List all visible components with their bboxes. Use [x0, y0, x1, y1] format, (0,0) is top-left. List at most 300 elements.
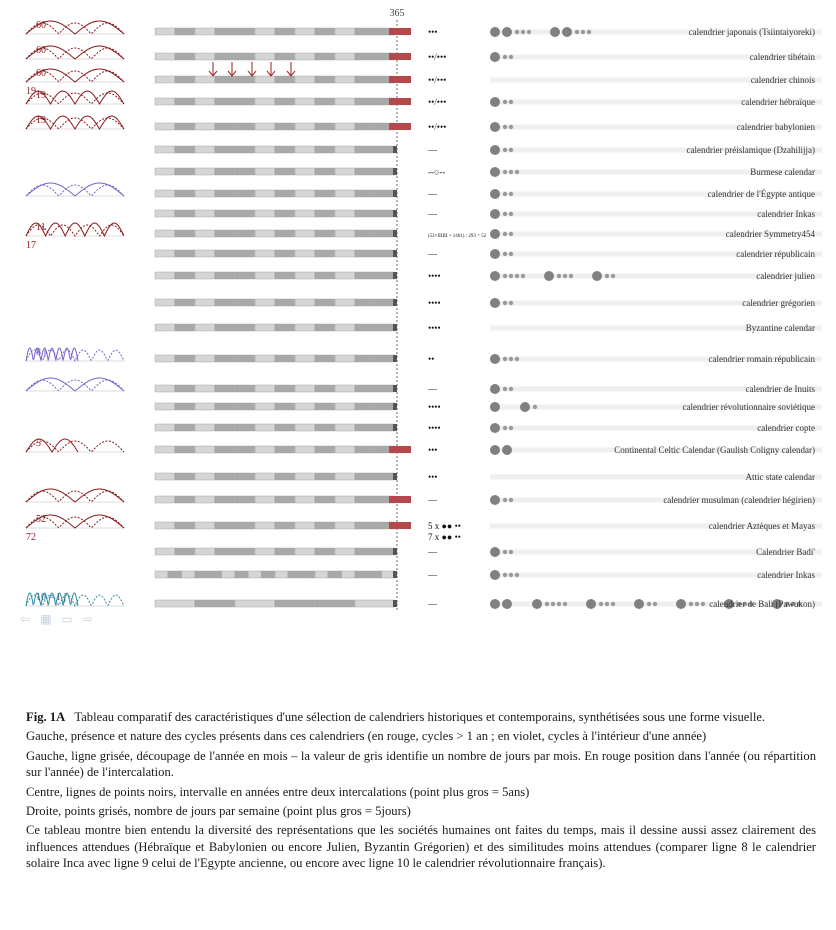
month-segment: [195, 53, 215, 60]
month-segment: [295, 496, 315, 503]
month-segment: [255, 473, 275, 480]
month-segment: [195, 385, 215, 392]
week-dot-small: [557, 274, 561, 278]
month-segment: [195, 98, 215, 105]
week-dot-big: [490, 229, 500, 239]
month-segment: [255, 272, 275, 279]
month-segment: [375, 548, 395, 555]
month-segment: [335, 168, 355, 175]
week-dot-small: [563, 274, 567, 278]
week-dot-small: [551, 602, 555, 606]
week-dot-big: [532, 599, 542, 609]
week-dot-small: [509, 357, 513, 361]
month-segment: [355, 299, 375, 306]
month-segment: [215, 355, 235, 362]
month-segment: [275, 446, 295, 453]
month-segment: [208, 571, 221, 578]
caption-p5: Ce tableau montre bien entendu la diversité des représentations que les sociétés humaines ont faites du temps, mais il dessine aussi assez clairement des influences attendues (Hébraïque et Babylonien ou encore Julien, Byzantin Grégorien) et des similitudes moins attendues (comparer ligne 8 le calendrier solaire Inca avec ligne 9 celui de l'Egypte ancienne, ou encore avec ligne 10 le calendrier révolutionnaire français).: [26, 823, 816, 871]
month-segment: [195, 123, 215, 130]
week-dot-small: [509, 301, 513, 305]
month-segment: [155, 385, 175, 392]
calendar-name: Calendrier Badí': [756, 547, 815, 557]
month-segment: [215, 76, 235, 83]
week-dot-small: [503, 387, 507, 391]
figure-caption: [26, 709, 816, 875]
cycle-label: 10 – 1 j: [36, 592, 67, 603]
month-segment: [355, 168, 375, 175]
viewer-nav: [18, 612, 95, 626]
intercalation-interval: ••••: [428, 423, 441, 433]
calendar-name: calendrier de l'Égypte antique: [707, 189, 815, 199]
month-segment: [215, 548, 235, 555]
month-segment: [295, 190, 315, 197]
month-segment: [275, 299, 295, 306]
month-segment: [195, 403, 215, 410]
fig-text: Tableau comparatif des caractéristiques d'une sélection de calendriers historiques et contemporains, synthétisées sous une forme visuelle.: [74, 710, 766, 724]
month-segment: [355, 76, 375, 83]
intercalation-arrow: [228, 62, 236, 76]
calendar-row: [26, 438, 822, 455]
week-dot-small: [509, 55, 513, 59]
month-segment: [215, 385, 235, 392]
calendar-row: [26, 222, 822, 251]
month-segment: [375, 355, 395, 362]
intercalation-interval: (52×IIIIII + 1461) : 293 < 52: [428, 234, 487, 239]
week-dot-small: [515, 274, 519, 278]
calendar-row: [155, 145, 822, 155]
calendar-row: [155, 167, 822, 177]
month-segment: [355, 250, 375, 257]
intercalation-mark: [389, 522, 411, 529]
month-segment: [335, 210, 355, 217]
month-segment: [235, 230, 255, 237]
month-segment: [295, 53, 315, 60]
month-segment: [335, 28, 355, 35]
intercalation-mark: [389, 28, 411, 35]
month-segment: [235, 385, 255, 392]
week-dot-small: [689, 602, 693, 606]
calendar-name: Byzantine calendar: [745, 323, 815, 333]
month-segment: [195, 355, 215, 362]
month-segment: [335, 324, 355, 331]
month-segment: [275, 403, 295, 410]
grid-icon[interactable]: ▦: [40, 612, 52, 626]
intercalation-mark: [393, 403, 397, 410]
month-segment: [155, 98, 175, 105]
month-segment: [155, 473, 175, 480]
intercalation-mark: [393, 424, 397, 431]
month-segment: [255, 146, 275, 153]
month-segment: [215, 424, 235, 431]
month-segment: [355, 403, 375, 410]
month-segment: [275, 324, 295, 331]
week-dot-big: [490, 599, 500, 609]
week-dot-small: [503, 100, 507, 104]
week-dot-small: [605, 602, 609, 606]
month-segment: [355, 53, 375, 60]
month-segment: [235, 210, 255, 217]
month-segment: [295, 146, 315, 153]
month-segment: [215, 146, 235, 153]
month-segment: [315, 446, 335, 453]
intercalation-interval: •••: [428, 472, 438, 482]
week-dot-small: [515, 170, 519, 174]
month-segment: [195, 522, 215, 529]
month-segment: [235, 190, 255, 197]
month-segment: [288, 571, 301, 578]
month-segment: [295, 210, 315, 217]
intercalation-interval: —: [428, 145, 437, 155]
month-segment: [275, 230, 295, 237]
calendar-row: [155, 323, 822, 333]
month-segment: [368, 571, 381, 578]
month-segment: [315, 76, 335, 83]
month-segment: [355, 571, 368, 578]
month-segment: [255, 168, 275, 175]
intercalation-arrow: [287, 62, 295, 76]
month-segment: [315, 28, 335, 35]
month-segment: [375, 190, 395, 197]
week-dot-big: [544, 271, 554, 281]
month-segment: [295, 299, 315, 306]
week-dot-small: [605, 274, 609, 278]
week-dot-small: [509, 232, 513, 236]
month-segment: [315, 522, 335, 529]
intercalation-mark: [389, 496, 411, 503]
month-segment: [255, 424, 275, 431]
week-dot-small: [509, 100, 513, 104]
week-dot-big: [502, 27, 512, 37]
month-segment: [355, 210, 375, 217]
month-segment: [255, 210, 275, 217]
month-segment: [215, 446, 235, 453]
week-dot-small: [563, 602, 567, 606]
month-segment: [295, 424, 315, 431]
month-segment: [375, 424, 395, 431]
month-segment: [335, 299, 355, 306]
week-dot-big: [490, 298, 500, 308]
month-segment: [375, 210, 395, 217]
month-segment: [222, 571, 235, 578]
week-dot-big: [490, 423, 500, 433]
calendar-row: [26, 68, 822, 97]
month-segment: [295, 123, 315, 130]
calendar-name: calendrier Symmetry454: [725, 229, 815, 239]
month-segment: [215, 53, 235, 60]
calendar-row: [26, 115, 822, 132]
month-segment: [275, 76, 295, 83]
intercalation-interval: —: [428, 209, 437, 219]
month-segment: [155, 190, 175, 197]
month-segment: [315, 355, 335, 362]
forward-arrow-icon[interactable]: ⇨: [82, 612, 94, 626]
month-segment: [255, 324, 275, 331]
intercalation-mark: [389, 446, 411, 453]
month-segment: [175, 299, 195, 306]
month-segment: [255, 76, 275, 83]
week-dot-small: [509, 498, 513, 502]
intercalation-interval: —: [428, 570, 437, 580]
intercalation-interval: —: [428, 249, 437, 259]
month-segment: [275, 600, 315, 607]
week-dot-small: [503, 192, 507, 196]
calendar-row: [155, 570, 822, 580]
month-segment: [275, 496, 295, 503]
month-segment: [195, 324, 215, 331]
month-segment: [155, 548, 175, 555]
month-segment: [355, 522, 375, 529]
month-segment: [195, 76, 215, 83]
week-dot-small: [509, 125, 513, 129]
week-dot-big: [490, 145, 500, 155]
month-segment: [195, 230, 215, 237]
month-segment: [215, 123, 235, 130]
month-segment: [355, 600, 395, 607]
week-dot-small: [611, 274, 615, 278]
month-segment: [175, 403, 195, 410]
intercalation-arrow: [267, 62, 275, 76]
week-dot-small: [575, 30, 579, 34]
month-segment: [275, 548, 295, 555]
intercalation-mark: [393, 168, 397, 175]
week-dot-big: [490, 445, 500, 455]
month-segment: [335, 190, 355, 197]
month-segment: [175, 272, 195, 279]
month-segment: [375, 473, 395, 480]
week-dot-small: [647, 602, 651, 606]
week-dot-small: [509, 274, 513, 278]
month-segment: [195, 168, 215, 175]
month-segment: [175, 146, 195, 153]
week-dot-big: [592, 271, 602, 281]
cycle-label: 11: [36, 222, 46, 233]
month-segment: [375, 403, 395, 410]
week-dot-small: [701, 602, 705, 606]
month-segment: [335, 272, 355, 279]
intercalation-interval: ••/•••: [428, 75, 447, 85]
calendar-row: [26, 183, 822, 199]
month-segment: [255, 230, 275, 237]
month-segment: [155, 250, 175, 257]
month-segment: [315, 230, 335, 237]
month-segment: [315, 600, 355, 607]
month-segment: [355, 548, 375, 555]
month-segment: [315, 424, 335, 431]
month-segment: [375, 230, 395, 237]
month-segment: [355, 355, 375, 362]
week-dot-small: [557, 602, 561, 606]
cycle-label: 60: [36, 45, 46, 56]
month-segment: [275, 210, 295, 217]
week-dot-big: [586, 599, 596, 609]
month-segment: [175, 355, 195, 362]
intercalation-mark: [393, 190, 397, 197]
intercalation-arrow: [248, 62, 256, 76]
intercalation-mark: [389, 98, 411, 105]
month-segment: [355, 324, 375, 331]
week-dot-small: [509, 170, 513, 174]
week-dot-big: [490, 122, 500, 132]
month-segment: [335, 355, 355, 362]
month-segment: [275, 571, 288, 578]
week-dot-small: [515, 573, 519, 577]
calendar-row: [26, 592, 822, 609]
month-segment: [155, 146, 175, 153]
month-segment: [155, 299, 175, 306]
week-dot-small: [503, 426, 507, 430]
week-dot-big: [562, 27, 572, 37]
month-segment: [295, 385, 315, 392]
week-dot-big: [490, 189, 500, 199]
week-dot-big: [490, 97, 500, 107]
cycle-label: 19: [36, 115, 46, 126]
month-segment: [235, 168, 255, 175]
week-dot-small: [503, 125, 507, 129]
month-segment: [375, 272, 395, 279]
calendar-name: calendrier Inkas: [757, 570, 815, 580]
week-dot-small: [509, 426, 513, 430]
month-segment: [235, 98, 255, 105]
calendar-name: calendrier de Inuits: [745, 384, 815, 394]
month-segment: [335, 522, 355, 529]
month-segment: [195, 272, 215, 279]
caption-p3: Centre, lignes de points noirs, intervalle en années entre deux intercalations (point plus gros = 5ans): [26, 784, 530, 799]
slides-icon[interactable]: ▭: [61, 612, 73, 626]
month-segment: [355, 146, 375, 153]
intercalation-mark: [393, 324, 397, 331]
calendar-name: calendrier tibétain: [749, 52, 815, 62]
calendar-name: calendrier babylonien: [736, 122, 815, 132]
month-segment: [375, 385, 395, 392]
month-segment: [315, 385, 335, 392]
calendar-row: [26, 347, 822, 364]
month-segment: [215, 403, 235, 410]
month-segment: [195, 446, 215, 453]
month-segment: [255, 446, 275, 453]
week-dot-small: [515, 30, 519, 34]
back-arrow-icon[interactable]: ⇦: [19, 612, 31, 626]
calendar-row: [26, 20, 822, 37]
intercalation-interval: 7 x ●● ••: [428, 532, 461, 542]
calendar-row: [155, 298, 822, 308]
month-segment: [215, 98, 235, 105]
month-segment: [195, 210, 215, 217]
month-segment: [155, 168, 175, 175]
year-365-label: 365: [389, 8, 405, 19]
month-segment: [215, 210, 235, 217]
month-segment: [315, 496, 335, 503]
calendar-name: calendrier Inkas: [757, 209, 815, 219]
week-dot-small: [503, 252, 507, 256]
month-segment: [155, 324, 175, 331]
month-segment: [315, 168, 335, 175]
cycle-label: 5: [36, 438, 41, 449]
month-segment: [335, 98, 355, 105]
month-segment: [315, 473, 335, 480]
month-segment: [255, 299, 275, 306]
month-segment: [255, 548, 275, 555]
month-segment: [275, 190, 295, 197]
calendar-row: [155, 249, 822, 259]
month-segment: [355, 190, 375, 197]
calendar-row: [155, 271, 822, 281]
calendar-name: calendrier japonais (Tsiintaiyoreki): [688, 27, 815, 37]
week-dot-small: [503, 573, 507, 577]
month-segment: [275, 168, 295, 175]
month-segment: [375, 168, 395, 175]
cycle-label: 60: [36, 20, 46, 31]
week-dot-big: [490, 209, 500, 219]
intercalation-mark: [393, 385, 397, 392]
week-dot-small: [521, 30, 525, 34]
week-dot-big: [490, 52, 500, 62]
calendar-row: [155, 209, 822, 219]
week-dot-small: [509, 212, 513, 216]
cycle-label-2: 17: [26, 240, 36, 251]
month-segment: [175, 98, 195, 105]
month-segment: [315, 324, 335, 331]
month-segment: [215, 272, 235, 279]
month-segment: [215, 496, 235, 503]
intercalation-arrow: [209, 62, 217, 76]
week-dot-small: [587, 30, 591, 34]
month-segment: [355, 424, 375, 431]
calendar-name: calendrier préislamique (Dzahilijja): [686, 145, 815, 155]
month-segment: [275, 522, 295, 529]
month-segment: [315, 123, 335, 130]
month-segment: [195, 571, 208, 578]
week-dot-small: [515, 357, 519, 361]
week-dot-small: [503, 148, 507, 152]
month-segment: [255, 250, 275, 257]
month-segment: [355, 385, 375, 392]
month-segment: [315, 403, 335, 410]
month-segment: [175, 522, 195, 529]
month-segment: [215, 473, 235, 480]
month-segment: [275, 250, 295, 257]
month-segment: [275, 28, 295, 35]
intercalation-interval: ••/•••: [428, 97, 447, 107]
month-segment: [155, 272, 175, 279]
month-segment: [295, 403, 315, 410]
month-segment: [235, 355, 255, 362]
week-dot-small: [581, 30, 585, 34]
month-segment: [295, 548, 315, 555]
week-dot-small: [509, 148, 513, 152]
month-segment: [235, 522, 255, 529]
month-segment: [215, 324, 235, 331]
week-dot-big: [490, 384, 500, 394]
intercalation-mark: [393, 600, 397, 607]
month-segment: [315, 146, 335, 153]
month-segment: [175, 496, 195, 503]
month-segment: [235, 146, 255, 153]
month-segment: [195, 299, 215, 306]
month-segment: [155, 210, 175, 217]
month-segment: [295, 28, 315, 35]
month-segment: [275, 473, 295, 480]
month-segment: [335, 76, 355, 83]
month-segment: [355, 28, 375, 35]
month-segment: [295, 76, 315, 83]
week-dot-small: [509, 252, 513, 256]
month-segment: [235, 123, 255, 130]
month-segment: [355, 230, 375, 237]
month-segment: [235, 473, 255, 480]
month-segment: [235, 28, 255, 35]
week-dot-big: [634, 599, 644, 609]
month-segment: [235, 496, 255, 503]
